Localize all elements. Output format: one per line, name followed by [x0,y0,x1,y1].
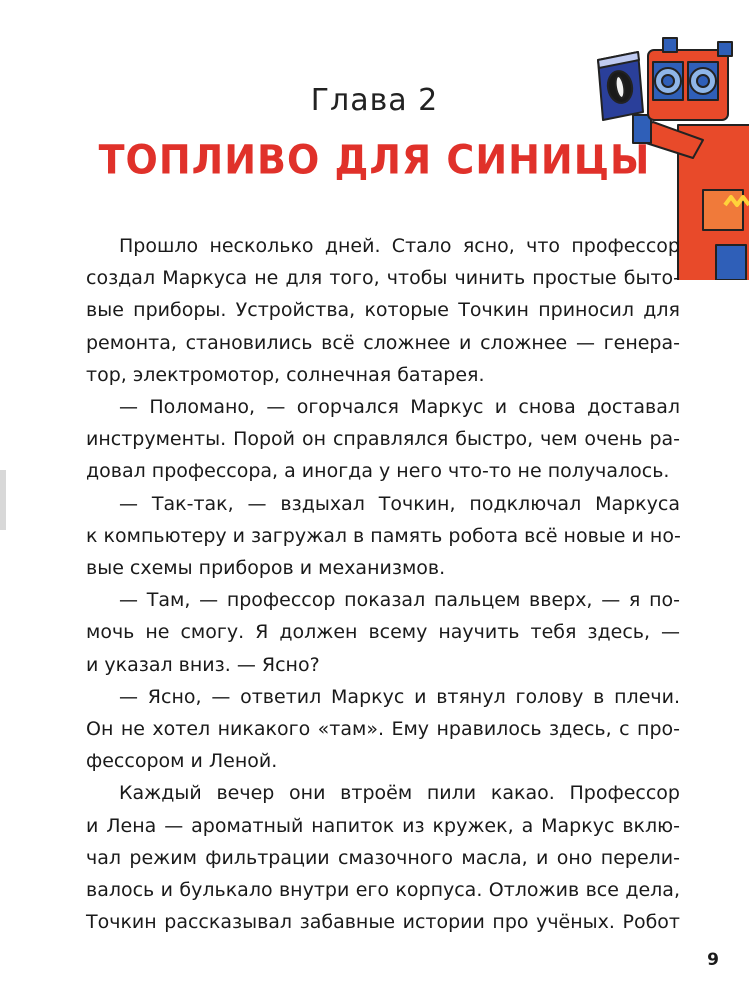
text-line: тор, электромотор, солнечная батарея. [86,363,485,386]
text-line: Прошло несколько дней. Стало ясно, что профессор [119,235,680,257]
chapter-title: ТОПЛИВО ДЛЯ СИНИЦЫ [98,136,651,184]
text-line: Точкин рассказывал забавные истории про учёных. Робот [86,911,680,934]
text-line: инструменты. Порой он справлялся быстро, чем очень ра- [86,428,680,451]
text-line: и Лена — ароматный напиток из кружек, а Маркус вклю- [86,814,680,837]
text-line: вые схемы приборов и механизмов. [86,557,446,580]
text-line: довал профессора, а иногда у него что-то не получалось. [86,460,670,483]
text-line: создал Маркуса не для того, чтобы чинить простые быто- [86,267,680,290]
text-line: чал режим фильтрации смазочного масла, и оно перели- [86,846,680,869]
text-line: Каждый вечер они втроём пили какао. Профессор [119,782,680,805]
text-line: вые приборы. Устройства, которые Точкин приносил для [86,299,680,322]
page-edge-shadow [0,470,6,530]
body-text [86,230,680,938]
text-line: мочь не смогу. Я должен всему научить тебя здесь, — [86,621,680,644]
text-line: фессором и Леной. [86,750,278,773]
text-line: — Так-так, — вздыхал Точкин, подключал Маркуса [119,492,680,515]
text-line: — Поломано, — огорчался Маркус и снова доставал [119,396,680,419]
text-line: — Там, — профессор показал пальцем вверх, — я по- [119,589,680,612]
page-number: 9 [707,950,719,970]
text-line: и указал вниз. — Ясно? [86,653,320,676]
text-line: ремонта, становились всё сложнее и сложнее — генера- [86,331,680,354]
text-line: Он не хотел никакого «там». Ему нравилось здесь, с про- [86,718,680,741]
text-line: — Ясно, — ответил Маркус и втянул голову в плечи. [119,685,680,708]
text-line: к компьютеру и загружал в память робота всё новые и но- [86,524,681,547]
chapter-number: Глава 2 [310,83,439,118]
text-line: валось и булькало внутри его корпуса. Отложив все дела, [86,879,680,902]
